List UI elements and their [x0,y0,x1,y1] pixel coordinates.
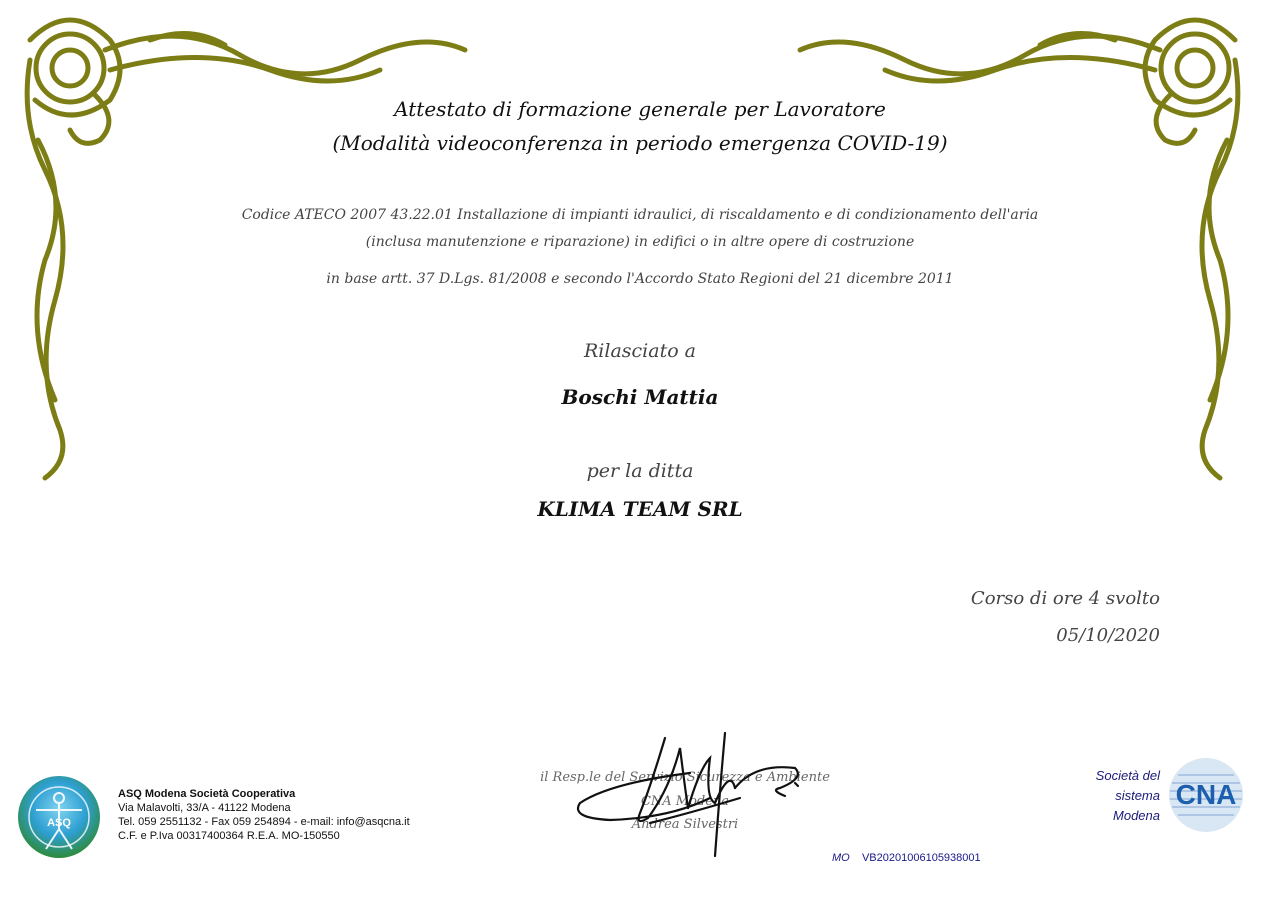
legal-basis: in base artt. 37 D.Lgs. 81/2008 e secondo l'Accordo Stato Regioni del 21 dicembre 2011 [326,271,954,287]
svg-text:CNA: CNA [1175,779,1237,810]
cna-caption-line3: Modena [1113,808,1160,823]
course-date: 05/10/2020 [1056,625,1160,646]
issuer-contacts: Tel. 059 2551132 - Fax 059 254894 - e-mail: info@asqcna.it [118,816,410,828]
cna-logo [1166,755,1246,835]
issuer-name: ASQ Modena Società Cooperativa [118,788,296,800]
issuer-block [118,787,410,843]
handwritten-signature [570,728,820,863]
cna-caption-line2: sistema [1115,788,1160,803]
cna-caption [1060,766,1160,826]
signature-role: il Resp.le del Servizio Sicurezza e Ambiente [540,770,830,785]
certificate-title: Attestato di formazione generale per Lavoratore [394,97,886,121]
asq-logo [16,774,102,860]
issuer-address: Via Malavolti, 33/A - 41122 Modena [118,802,291,814]
svg-text:ASQ: ASQ [47,817,71,829]
signature-org: CNA Modena [640,794,730,809]
signature-name: Andrea Silvestri [631,817,739,832]
ateco-line-1: Codice ATECO 2007 43.22.01 Installazione di impianti idraulici, di riscaldamento e di condizionamento dell'aria [241,207,1039,223]
ateco-line-2: (inclusa manutenzione e riparazione) in edifici o in altre opere di costruzione [365,234,915,250]
cna-caption-line1: Società del [1095,768,1160,783]
course-duration: Corso di ore 4 svolto [970,588,1160,609]
issued-to-label: Rilasciato a [583,340,697,362]
issuer-fiscal: C.F. e P.Iva 00317400364 R.E.A. MO-150550 [118,830,340,842]
code-prefix: MO [832,852,850,864]
certificate-subtitle: (Modalità videoconferenza in periodo emergenza COVID-19) [332,131,948,155]
code-value: VB20201006105938001 [861,852,981,864]
document-code [832,852,981,864]
company-label: per la ditta [586,460,694,482]
company-name: KLIMA TEAM SRL [537,497,743,521]
recipient-name: Boschi Mattia [561,385,719,409]
